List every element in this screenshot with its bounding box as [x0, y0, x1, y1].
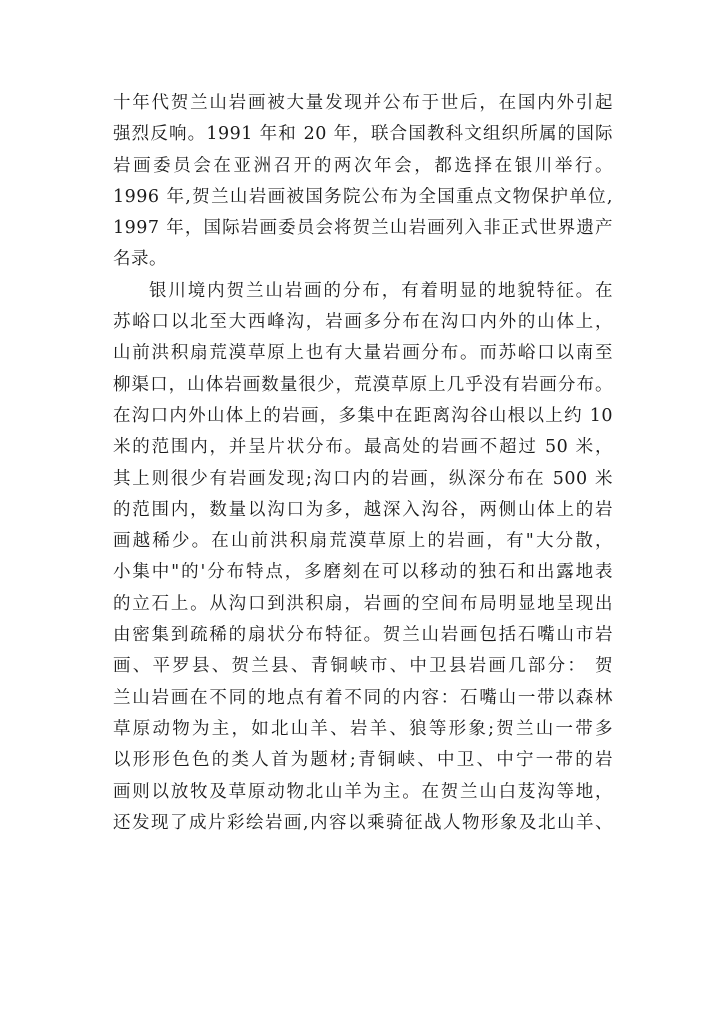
- text-line: 十年代贺兰山岩画被大量发现并公布于世后，在国内外引起: [113, 93, 613, 113]
- text-line: 的立石上。从沟口到洪积扇，岩画的空间布局明显地呈现出: [113, 593, 613, 614]
- text-line: 兰山岩画在不同的地点有着不同的内容：石嘴山一带以森林: [113, 687, 613, 708]
- text-line: 还发现了成片彩绘岩画,内容以乘骑征战人物形象及北山羊、: [113, 812, 613, 833]
- document-body: [113, 88, 613, 839]
- text-line: 柳渠口，山体岩画数量很少，荒漠草原上几乎没有岩画分布。: [113, 374, 613, 395]
- text-line: 其上则很少有岩画发现;沟口内的岩画，纵深分布在 500 米: [113, 468, 613, 489]
- text-line: 1997 年，国际岩画委员会将贺兰山岩画列入非正式世界遗产: [113, 218, 613, 239]
- text-line: 米的范围内，并呈片状分布。最高处的岩画不超过 50 米，: [113, 437, 613, 458]
- text-line: 在沟口内外山体上的岩画，多集中在距离沟谷山根以上约 10: [113, 405, 613, 426]
- text-line: 画、平罗县、贺兰县、青铜峡市、中卫县岩画几部分： 贺: [113, 656, 613, 677]
- text-line: 名录。: [113, 249, 167, 270]
- text-line: 画则以放牧及草原动物北山羊为主。在贺兰山白芨沟等地，: [113, 781, 613, 802]
- text-line: 的范围内，数量以沟口为多，越深入沟谷，两侧山体上的岩: [113, 499, 613, 520]
- text-line: 1996 年,贺兰山岩画被国务院公布为全国重点文物保护单位,: [113, 186, 613, 207]
- text-line: 岩画委员会在亚洲召开的两次年会，都选择在银川举行。: [113, 155, 613, 176]
- text-line: 强烈反响。1991 年和 20 年，联合国教科文组织所属的国际: [113, 124, 613, 145]
- text-line: 银川境内贺兰山岩画的分布，有着明显的地貌特征。在: [149, 280, 613, 301]
- paragraph-1: [113, 88, 613, 276]
- text-line: 草原动物为主，如北山羊、岩羊、狼等形象;贺兰山一带多: [113, 718, 613, 739]
- text-line: 小集中"的'分布特点，多磨刻在可以移动的独石和出露地表: [113, 562, 613, 583]
- text-line: 由密集到疏稀的扇状分布特征。贺兰山岩画包括石嘴山市岩: [113, 625, 613, 646]
- paragraph-2: [113, 276, 613, 839]
- text-line: 山前洪积扇荒漠草原上也有大量岩画分布。而苏峪口以南至: [113, 343, 613, 364]
- text-line: 苏峪口以北至大西峰沟，岩画多分布在沟口内外的山体上，: [113, 312, 613, 333]
- text-line: 以形形色色的类人首为题材;青铜峡、中卫、中宁一带的岩: [113, 750, 613, 771]
- text-line: 画越稀少。在山前洪积扇荒漠草原上的岩画，有"大分散，: [113, 531, 613, 552]
